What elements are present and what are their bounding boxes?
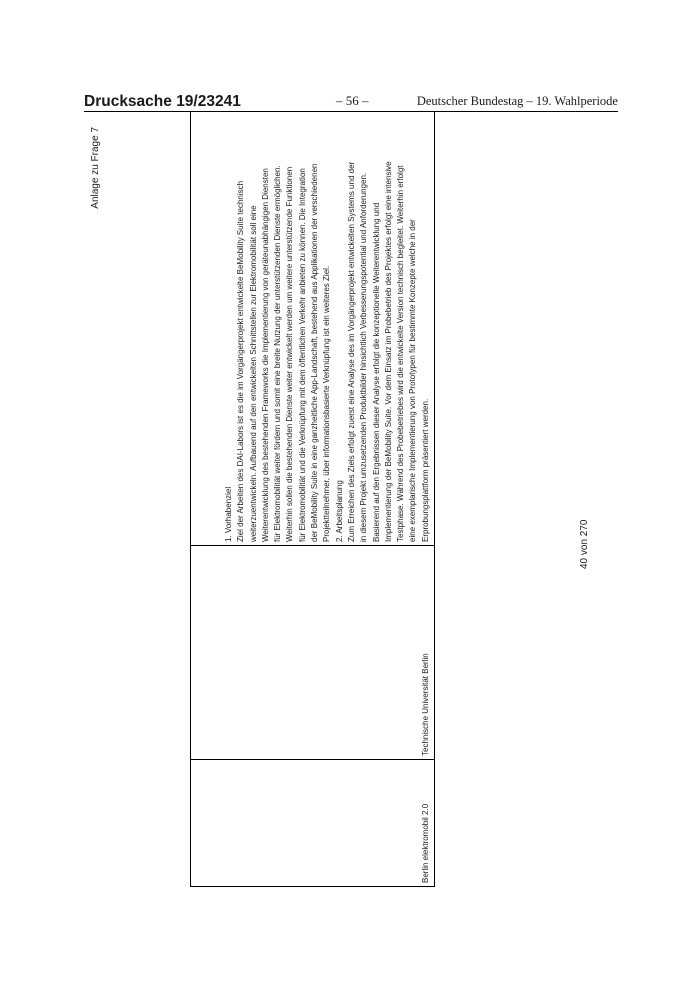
document-number: Drucksache 19/23241 (84, 93, 241, 110)
description-line: Erprobungsplattform präsentiert werden. (420, 398, 430, 542)
description-line: Zum Erreichen des Ziels erfolgt zuerst eine Analyse des im Vorgängerprojekt entwickelten Systems und der (346, 161, 356, 542)
project-name: Berlin elektromobil 2.0 (420, 803, 430, 883)
description-line: weiterzuentwickeln. Aufbauend auf den entwickelten Schnittstellen zur Elektromobilität soll eine (248, 205, 258, 542)
description-line: für Elektromobilität weiter fördern und somit eine breite Nutzung der unterstützenden Dienste ermöglichen. (273, 165, 283, 542)
description-line: Testphase. Während des Probebetriebes wird die entwickelte Version technisch begleitet. Weiterhin erfolgt (396, 165, 406, 542)
description-cell (191, 112, 435, 546)
page-number: – 56 – (336, 93, 369, 108)
rotated-page-content (90, 127, 610, 887)
description-line: Weiterhin sollen die bestehenden Dienste weiter entwickelt werden um weitere unterstützende Funktionen (285, 166, 295, 542)
description-line: eine exemplarische Implementierung von Prototypen für bestimmte Konzepte welche in der (408, 219, 418, 542)
institution-name: Technische Universität Berlin (420, 653, 430, 756)
description-line: 2. Arbeitsplanung (334, 480, 344, 542)
parliament-period: Deutscher Bundestag – 19. Wahlperiode (416, 94, 618, 108)
project-name-cell (191, 760, 435, 887)
description-line: Weiterentwicklung des bestehenden Frameworks die Implementierung von geräteunabhängigen Diensten (260, 168, 270, 542)
table-row (191, 112, 435, 887)
description-line: Basierend auf den Ergebnissen dieser Analyse erfolgt die konzeptionelle Weiterentwicklung und (371, 202, 381, 542)
description-line: 1. Vorhabenziel (223, 486, 233, 542)
annex-label: Anlage zu Frage 7 (90, 127, 101, 209)
description-line: der BeMobility Suite in eine ganzheitliche App-Landschaft, bestehend aus Applikationen der verschiedenen (310, 163, 320, 542)
description-line: Implementierung der BeMobility Suite. Vor dem Einsatz im Probebetrieb des Projektes erfolgt eine intensive (383, 161, 393, 542)
description-line: in diesem Projekt umzusetzenden Produktbilder hinsichtlich Verbesserungspotential und Anforderungen. (359, 172, 369, 542)
page-counter: 40 von 270 (579, 519, 590, 569)
institution-cell (191, 546, 435, 760)
description-line: Projektteilnehmer, über informationsbasierte Verknüpfung ist ein weiteres Ziel. (322, 265, 332, 542)
description-line: Ziel der Arbeiten des DAI-Labors ist es die im Vorgängerprojekt entwickelte BeMobility Suite technisch (236, 180, 246, 542)
project-table (190, 111, 435, 887)
description-line: für Elektromobilität und die Verknüpfung mit dem öffentlichen Verkehr anbieten zu können. Die Integration (297, 168, 307, 542)
